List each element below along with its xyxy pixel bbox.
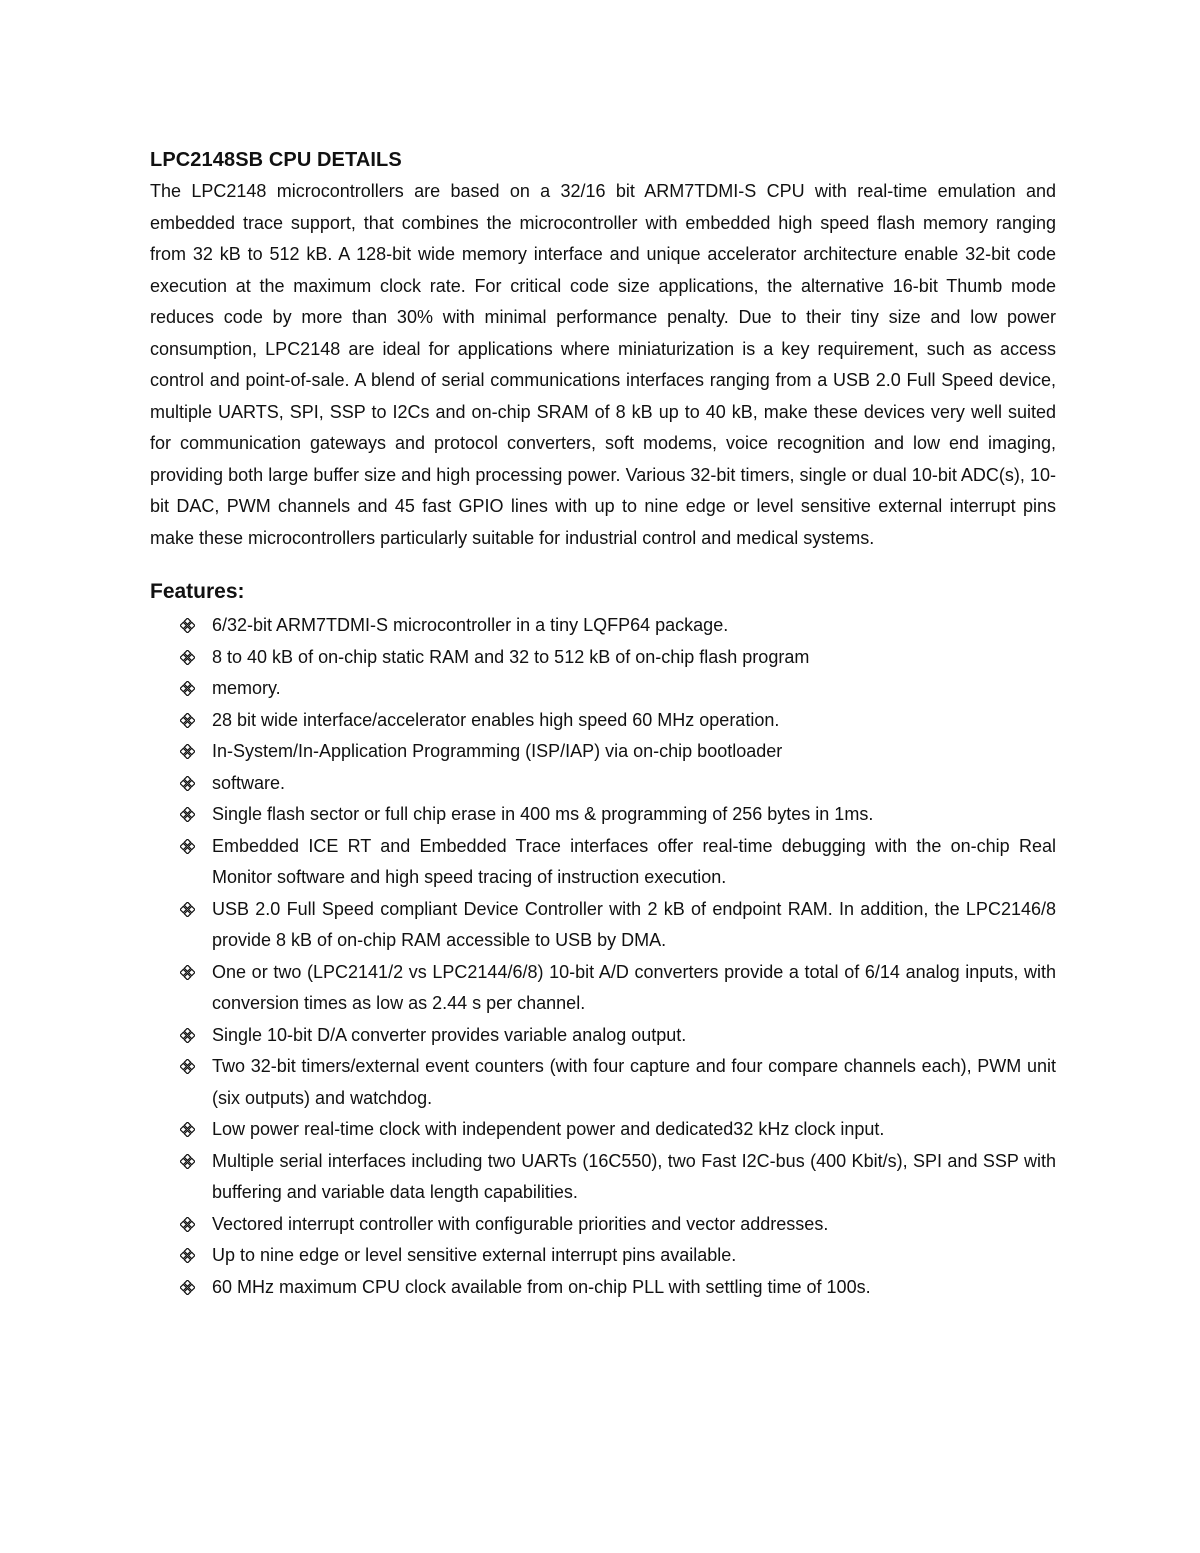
four-diamond-bullet-icon — [176, 831, 199, 863]
feature-item — [150, 799, 1056, 831]
four-diamond-glyph — [180, 1248, 195, 1263]
feature-item — [150, 1020, 1056, 1052]
four-diamond-bullet-icon — [176, 673, 199, 705]
feature-item — [150, 642, 1056, 674]
feature-text: Multiple serial interfaces including two UARTs (16C550), two Fast I2C-bus (400 Kbit/s), SPI and SSP with buffering and variable data length capabilities. — [212, 1150, 1056, 1202]
four-diamond-bullet-icon — [176, 1240, 199, 1272]
feature-item — [150, 831, 1056, 894]
feature-text: USB 2.0 Full Speed compliant Device Controller with 2 kB of endpoint RAM. In addition, the LPC2146/8 provide 8 kB of on-chip RAM accessible to USB by DMA. — [212, 898, 1056, 950]
document-title: LPC2148SB CPU DETAILS — [150, 149, 402, 171]
four-diamond-glyph — [180, 807, 195, 822]
feature-item — [150, 610, 1056, 642]
four-diamond-bullet-icon — [176, 736, 199, 768]
four-diamond-glyph — [180, 681, 195, 696]
feature-item — [150, 1114, 1056, 1146]
four-diamond-bullet-icon — [176, 1272, 199, 1304]
four-diamond-glyph — [180, 1028, 195, 1043]
features-list — [150, 610, 1056, 1303]
feature-text: 6/32-bit ARM7TDMI-S microcontroller in a tiny LQFP64 package. — [212, 615, 729, 635]
feature-item — [150, 894, 1056, 957]
feature-item — [150, 1240, 1056, 1272]
four-diamond-glyph — [180, 713, 195, 728]
four-diamond-glyph — [180, 965, 195, 980]
feature-text: memory. — [212, 678, 281, 698]
feature-item — [150, 736, 1056, 768]
four-diamond-glyph — [180, 776, 195, 791]
four-diamond-glyph — [180, 1217, 195, 1232]
feature-text: One or two (LPC2141/2 vs LPC2144/6/8) 10-bit A/D converters provide a total of 6/14 analog inputs, with conversion times as low as 2.44 s per channel. — [212, 961, 1056, 1013]
feature-text: Low power real-time clock with independent power and dedicated32 kHz clock input. — [212, 1119, 885, 1139]
four-diamond-bullet-icon — [176, 705, 199, 737]
feature-text: 60 MHz maximum CPU clock available from on-chip PLL with settling time of 100s. — [212, 1276, 871, 1297]
four-diamond-glyph — [180, 1154, 195, 1169]
four-diamond-glyph — [180, 902, 195, 917]
feature-text: 28 bit wide interface/accelerator enables high speed 60 MHz operation. — [212, 709, 780, 730]
four-diamond-bullet-icon — [176, 610, 199, 642]
four-diamond-bullet-icon — [176, 1146, 199, 1178]
intro-paragraph: The LPC2148 microcontrollers are based on a 32/16 bit ARM7TDMI-S CPU with real-time emulation and embedded trace support, that combines the microcontroller with embedded high speed flash memory ranging from 32 kB to 512 kB. A 128-bit wide memory interface and unique accelerator architecture enable 32-bit code execution at the maximum clock rate. For critical code size applications, the alternative 16-bit Thumb mode reduces code by more than 30% with minimal performance penalty. Due to their tiny size and low power consumption, LPC2148 are ideal for applications where miniaturization is a key requirement, such as access control and point-of-sale. A blend of serial communications interfaces ranging from a USB 2.0 Full Speed device, multiple UARTS, SPI, SSP to I2Cs and on-chip SRAM of 8 kB up to 40 kB, make these devices very well suited for communication gateways and protocol converters, soft modems, voice recognition and low end imaging, providing both large buffer size and high processing power. Various 32-bit timers, single or dual 10-bit ADC(s), 10-bit DAC, PWM channels and 45 fast GPIO lines with up to nine edge or level sensitive external interrupt pins make these microcontrollers particularly suitable for industrial control and medical systems. — [150, 181, 1056, 548]
feature-text: software. — [212, 772, 286, 793]
four-diamond-bullet-icon — [176, 1020, 199, 1052]
feature-text: Up to nine edge or level sensitive external interrupt pins available. — [212, 1245, 737, 1265]
four-diamond-bullet-icon — [176, 768, 199, 800]
feature-text: Two 32-bit timers/external event counters (with four capture and four compare channels each), PWM unit (six outputs) and watchdog. — [212, 1056, 1056, 1108]
four-diamond-glyph — [180, 744, 195, 759]
feature-text: Single flash sector or full chip erase in 400 ms & programming of 256 bytes in 1ms. — [212, 804, 874, 824]
four-diamond-glyph — [180, 1280, 195, 1295]
four-diamond-bullet-icon — [176, 799, 199, 831]
feature-text: In-System/In-Application Programming (ISP/IAP) via on-chip bootloader — [212, 741, 783, 761]
feature-item — [150, 1146, 1056, 1209]
four-diamond-glyph — [180, 650, 195, 665]
feature-item — [150, 957, 1056, 1020]
four-diamond-glyph — [180, 1122, 195, 1137]
feature-item — [150, 1051, 1056, 1114]
four-diamond-glyph — [180, 618, 195, 633]
feature-item — [150, 1209, 1056, 1241]
four-diamond-glyph — [180, 839, 195, 854]
four-diamond-bullet-icon — [176, 1114, 199, 1146]
four-diamond-glyph — [180, 1059, 195, 1074]
feature-text: Vectored interrupt controller with configurable priorities and vector addresses. — [212, 1213, 829, 1234]
feature-text: Single 10-bit D/A converter provides variable analog output. — [212, 1024, 687, 1045]
four-diamond-bullet-icon — [176, 1051, 199, 1083]
document-page — [150, 144, 1056, 1303]
feature-text: Embedded ICE RT and Embedded Trace interfaces offer real-time debugging with the on-chip Real Monitor software and high speed tracing of instruction execution. — [212, 835, 1056, 887]
feature-item — [150, 705, 1056, 737]
feature-item — [150, 673, 1056, 705]
features-heading: Features: — [150, 580, 245, 603]
feature-item — [150, 768, 1056, 800]
four-diamond-bullet-icon — [176, 957, 199, 989]
feature-item — [150, 1272, 1056, 1304]
four-diamond-bullet-icon — [176, 642, 199, 674]
four-diamond-bullet-icon — [176, 894, 199, 926]
four-diamond-bullet-icon — [176, 1209, 199, 1241]
feature-text: 8 to 40 kB of on-chip static RAM and 32 to 512 kB of on-chip flash program — [212, 646, 810, 667]
